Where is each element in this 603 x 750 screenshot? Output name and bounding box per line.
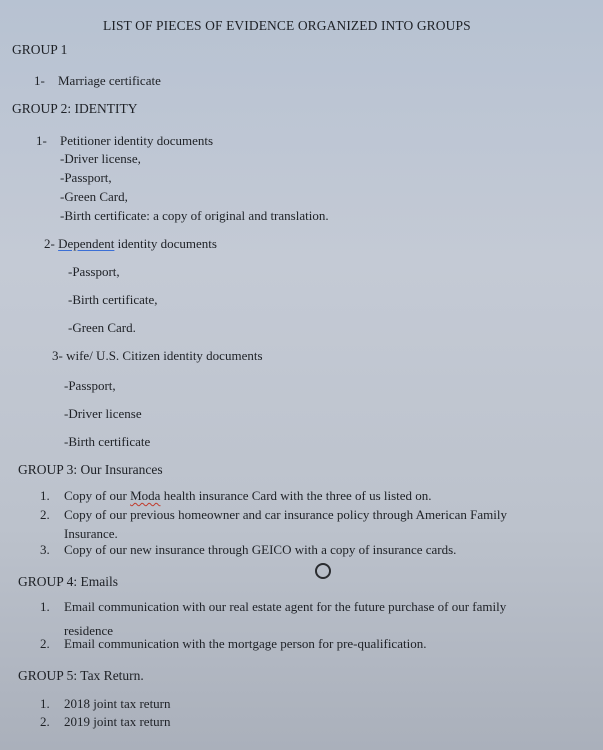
group2-section1-title [36, 134, 213, 147]
list-item-continuation: Insurance. [64, 526, 118, 541]
mouse-cursor-icon [315, 563, 331, 579]
item-number: 2. [40, 507, 50, 522]
item-text: Marriage certificate [58, 73, 161, 88]
group5-heading: GROUP 5: Tax Return. [18, 668, 144, 683]
item-text: wife/ U.S. Citizen identity documents [66, 348, 263, 363]
item-number: 1- [36, 133, 47, 148]
document-title: LIST OF PIECES OF EVIDENCE ORGANIZED INTO GROUPS [103, 18, 471, 33]
item-number: 1. [40, 696, 50, 711]
list-item: -Birth certificate: a copy of original and translation. [60, 208, 329, 223]
list-item: -Driver license [64, 406, 142, 421]
item-number: 1. [40, 599, 50, 614]
group2-section2-title [44, 237, 217, 250]
item-text: Copy of our [64, 488, 127, 503]
list-item: -Passport, [60, 170, 112, 185]
item-text: identity documents [117, 236, 217, 251]
item-text: health insurance Card with the three of us listed on. [163, 488, 432, 503]
group4-heading: GROUP 4: Emails [18, 574, 119, 589]
list-item [40, 543, 456, 556]
item-text: Copy of our new insurance through GEICO with a copy of insurance cards. [64, 542, 457, 557]
list-item: -Driver license, [60, 151, 141, 166]
item-number: 2- [44, 236, 55, 251]
list-item [40, 637, 426, 650]
list-item: -Birth certificate [64, 434, 151, 449]
list-item [40, 489, 432, 502]
list-item: -Green Card. [68, 320, 136, 335]
item-number: 3. [40, 542, 50, 557]
group1-heading: GROUP 1 [12, 42, 68, 57]
item-number: 2. [40, 636, 50, 651]
group1-item [34, 74, 161, 87]
item-text: Petitioner identity documents [60, 133, 214, 148]
group2-section3-title [52, 349, 263, 362]
list-item: -Birth certificate, [68, 292, 158, 307]
group2-heading: GROUP 2: IDENTITY [12, 101, 138, 116]
item-number: 1. [40, 488, 50, 503]
item-text: 2018 joint tax return [64, 696, 171, 711]
item-number: 3- [52, 348, 63, 363]
list-item: -Passport, [64, 378, 116, 393]
list-item [40, 508, 507, 521]
item-text: Email communication with our real estate agent for the future purchase of our family [64, 599, 507, 614]
dependent-word: Dependent [58, 236, 115, 251]
list-item-continuation: residence [64, 623, 114, 638]
item-text: 2019 joint tax return [64, 714, 171, 729]
list-item: -Green Card, [60, 189, 128, 204]
list-item [40, 600, 506, 613]
item-number: 2. [40, 714, 50, 729]
item-text: Email communication with the mortgage person for pre-qualification. [64, 636, 427, 651]
list-item: -Passport, [68, 264, 120, 279]
group3-heading: GROUP 3: Our Insurances [18, 462, 163, 477]
list-item [40, 697, 171, 710]
item-number: 1- [34, 73, 45, 88]
list-item [40, 715, 171, 728]
item-text: Copy of our previous homeowner and car insurance policy through American Family [64, 507, 507, 522]
spellcheck-word: Moda [130, 488, 161, 503]
